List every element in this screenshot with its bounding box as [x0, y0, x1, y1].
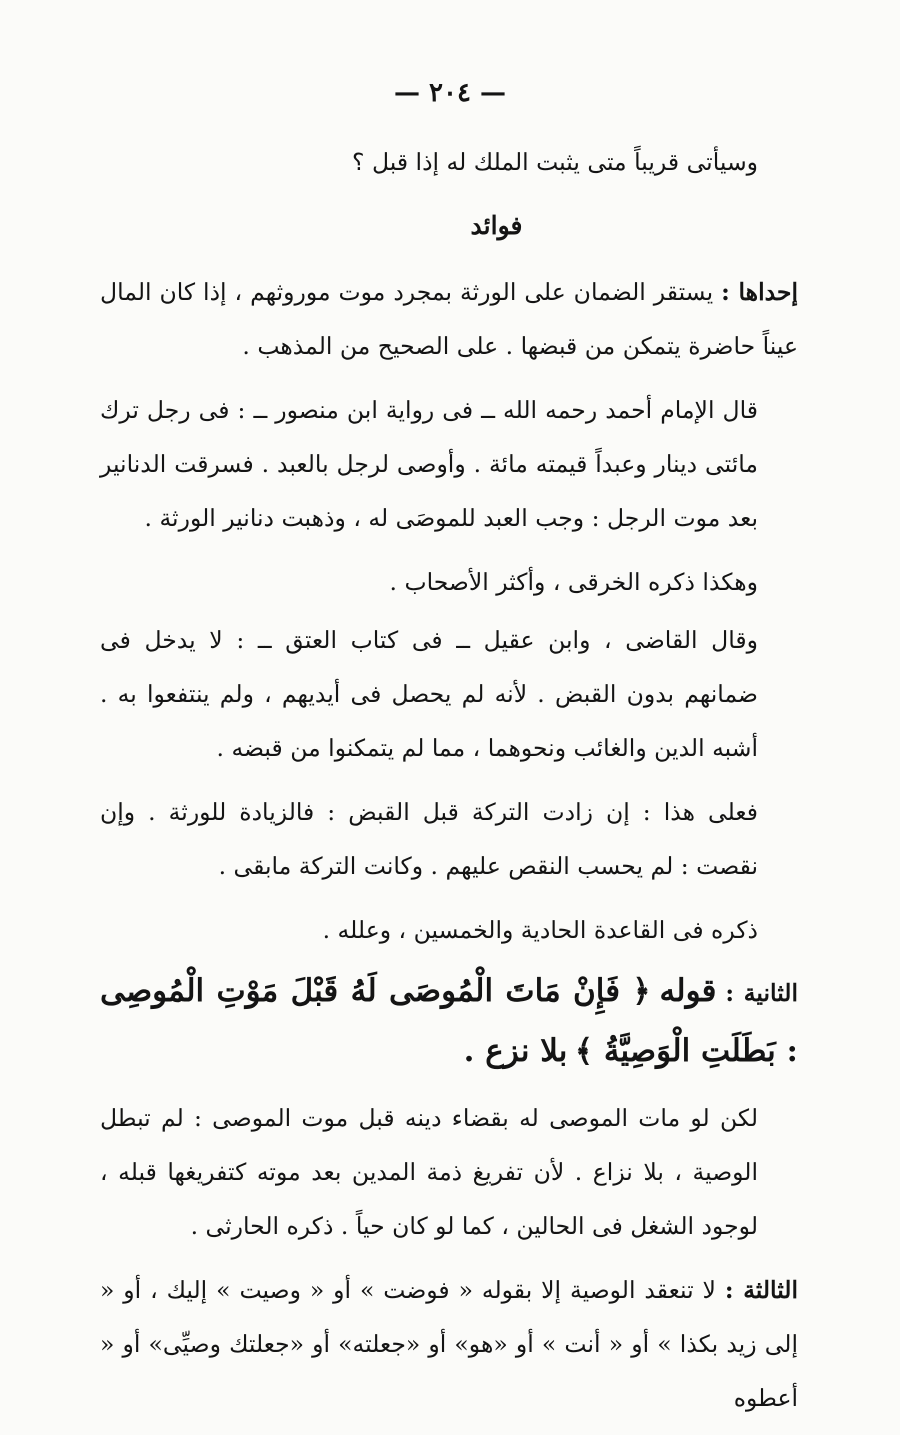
paragraph-kharaqi: وهكذا ذكره الخرقى ، وأكثر الأصحاب . — [389, 568, 758, 596]
section-heading: فوائد — [470, 211, 523, 240]
qawluh-word: قوله — [659, 973, 717, 1009]
paragraph-first-benefit — [100, 265, 798, 373]
paragraph-second-benefit — [100, 961, 798, 1081]
page-number: — ٢٠٤ — — [393, 78, 507, 108]
paragraph-fa-ala-hatha: فعلى هذا : إن زادت التركة قبل القبض : فالزيادة للورثة . وإن نقصت : لم يحسب النقص عليهم . وكانت التركة مابقى . — [100, 798, 758, 880]
intro-line: وسيأتى قريباً متى يثبت الملك له إذا قبل ؟ — [352, 148, 758, 176]
paragraph-text: يستقر الضمان على الورثة بمجرد موت موروثهم ، إذا كان المال عيناً حاضرة يتمكن من قبضها . على الصحيح من المذهب . — [100, 278, 798, 360]
third-text: لا تنعقد الوصية إلا بقوله « فوضت » أو « وصيت » إليك ، أو « إلى زيد بكذا » أو « أنت » أو «هو» أو «جعلته» أو «جعلتك وصيِّى» أو « أعطوه — [100, 1276, 798, 1412]
second-tail: بلا نزع . — [463, 1033, 568, 1069]
paragraph-lakin: لكن لو مات الموصى له بقضاء دينه قبل موت الموصى : لم تبطل الوصية ، بلا نزاع . لأن تفريغ ذمة المدين بعد موته كتفريغها قبله ، لوجود الشغل فى الحالين ، كما لو كان حياً . ذكره الحارثى . — [100, 1104, 758, 1240]
paragraph-third-benefit — [100, 1263, 798, 1425]
paragraph-ahmad-quote: قال الإمام أحمد رحمه الله ــ فى رواية ابن منصور ــ : فى رجل ترك مائتى دينار وعبداً قيمته مائة . وأوصى لرجل بالعبد . فسرقت الدنانير بعد موت الرجل : وجب العبد للموصَى له ، وذهبت دنانير الورثة . — [100, 396, 758, 532]
paragraph-qadi: وقال القاضى ، وابن عقيل ــ فى كتاب العتق ــ : لا يدخل فى ضمانهم بدون القبض . لأنه لم يحصل فى أيديهم ، ولم ينتفعوا به . أشبه الدين والغائب ونحوهما ، مما لم يتمكنوا من قبضه . — [100, 626, 758, 762]
third-lead: الثالثة : — [724, 1276, 798, 1304]
quran-quote: ﴿ فَإِنْ مَاتَ الْمُوصَى لَهُ قَبْلَ مَوْتِ الْمُوصِى : بَطَلَتِ الْوَصِيَّةُ ﴾ — [100, 973, 798, 1069]
paragraph-dhakarahu: ذكره فى القاعدة الحادية والخمسين ، وعلله . — [322, 916, 758, 944]
paragraph-lead: إحداها : — [721, 278, 798, 306]
body-text — [100, 135, 798, 1435]
second-lead: الثانية : — [725, 979, 798, 1007]
